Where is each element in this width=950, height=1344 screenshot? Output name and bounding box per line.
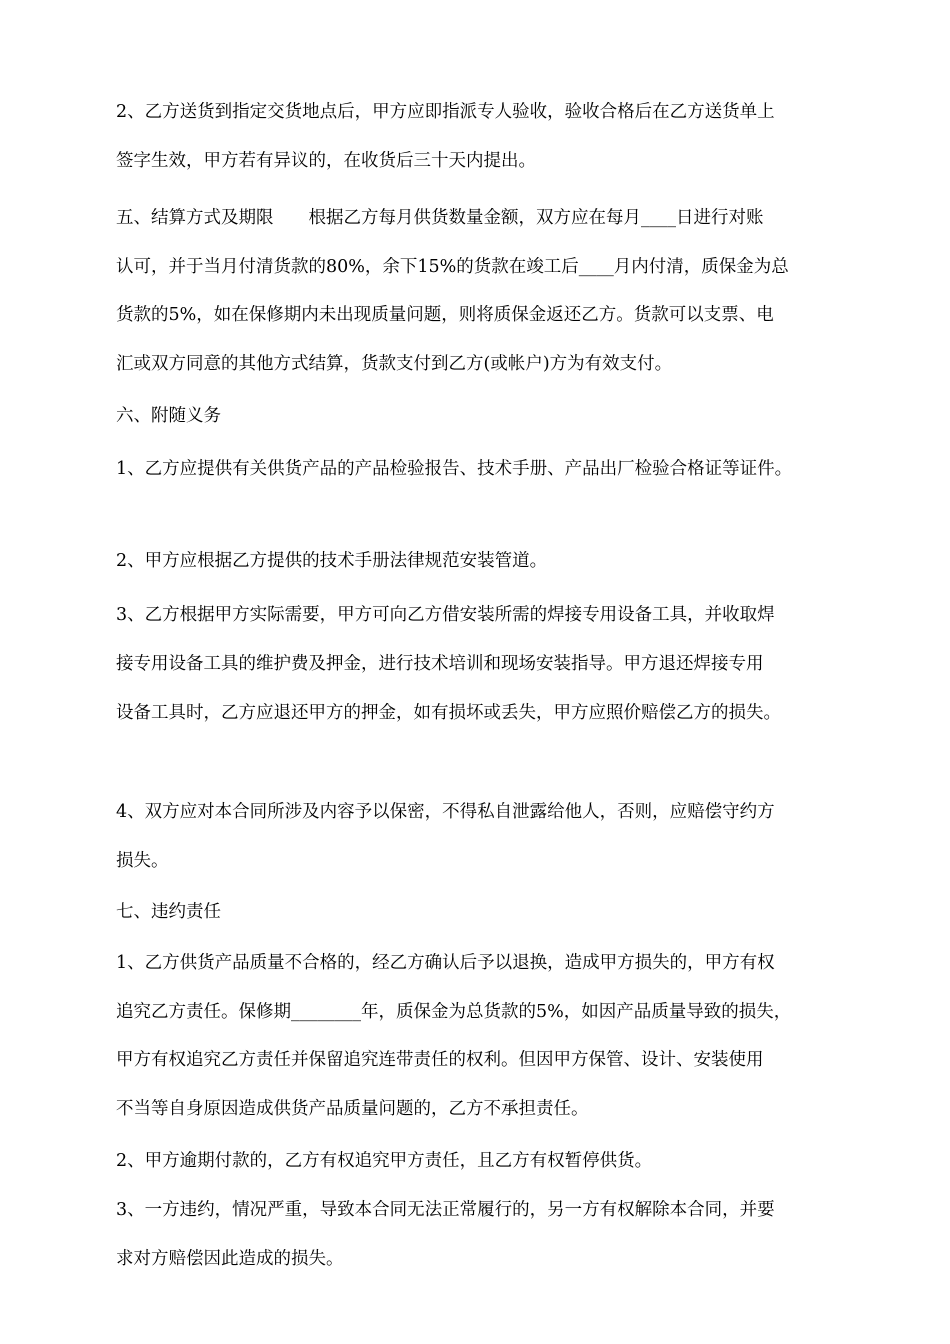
- text-line: 3、乙方根据甲方实际需要，甲方可向乙方借安装所需的焊接专用设备工具，并收取焊: [116, 605, 775, 625]
- text-line: 甲方有权追究乙方责任并保留追究连带责任的权利。但因甲方保管、设计、安装使用: [116, 1050, 764, 1070]
- text-line: 4、双方应对本合同所涉及内容予以保密，不得私自泄露给他人，否则，应赔偿守约方: [116, 802, 775, 822]
- text-line: 2、甲方应根据乙方提供的技术手册法律规范安装管道。: [116, 551, 548, 571]
- text-line: 接专用设备工具的维护费及押金，进行技术培训和现场安装指导。甲方退还焊接专用: [116, 654, 764, 674]
- text-line: 2、乙方送货到指定交货地点后，甲方应即指派专人验收，验收合格后在乙方送货单上: [116, 102, 775, 122]
- section-heading: 七、违约责任: [116, 902, 221, 922]
- text-line: 3、一方违约，情况严重，导致本合同无法正常履行的，另一方有权解除本合同，并要: [116, 1200, 775, 1220]
- text-line: 损失。: [116, 851, 169, 871]
- text-line: 认可，并于当月付清货款的80%，余下15%的货款在竣工后____月内付清，质保金为总: [116, 257, 789, 277]
- text-line: 求对方赔偿因此造成的损失。: [116, 1249, 344, 1269]
- text-line: 五、结算方式及期限 根据乙方每月供货数量金额，双方应在每月____日进行对账: [116, 208, 764, 228]
- text-line: 2、甲方逾期付款的，乙方有权追究甲方责任，且乙方有权暂停供货。: [116, 1151, 653, 1171]
- text-line: 不当等自身原因造成供货产品质量问题的，乙方不承担责任。: [116, 1099, 589, 1119]
- text-line: 1、乙方应提供有关供货产品的产品检验报告、技术手册、产品出厂检验合格证等证件。: [116, 459, 793, 479]
- text-line: 追究乙方责任。保修期________年，质保金为总货款的5%，如因产品质量导致的损失，: [116, 1002, 792, 1022]
- text-line: 签字生效，甲方若有异议的，在收货后三十天内提出。: [116, 151, 536, 171]
- text-line: 货款的5%，如在保修期内未出现质量问题，则将质保金返还乙方。货款可以支票、电: [116, 305, 774, 325]
- section-heading: 六、附随义务: [116, 406, 221, 426]
- text-line: 1、乙方供货产品质量不合格的，经乙方确认后予以退换，造成甲方损失的，甲方有权: [116, 953, 775, 973]
- text-line: 汇或双方同意的其他方式结算，货款支付到乙方(或帐户)方为有效支付。: [116, 354, 673, 374]
- text-line: 设备工具时，乙方应退还甲方的押金，如有损坏或丢失，甲方应照价赔偿乙方的损失。: [116, 703, 781, 723]
